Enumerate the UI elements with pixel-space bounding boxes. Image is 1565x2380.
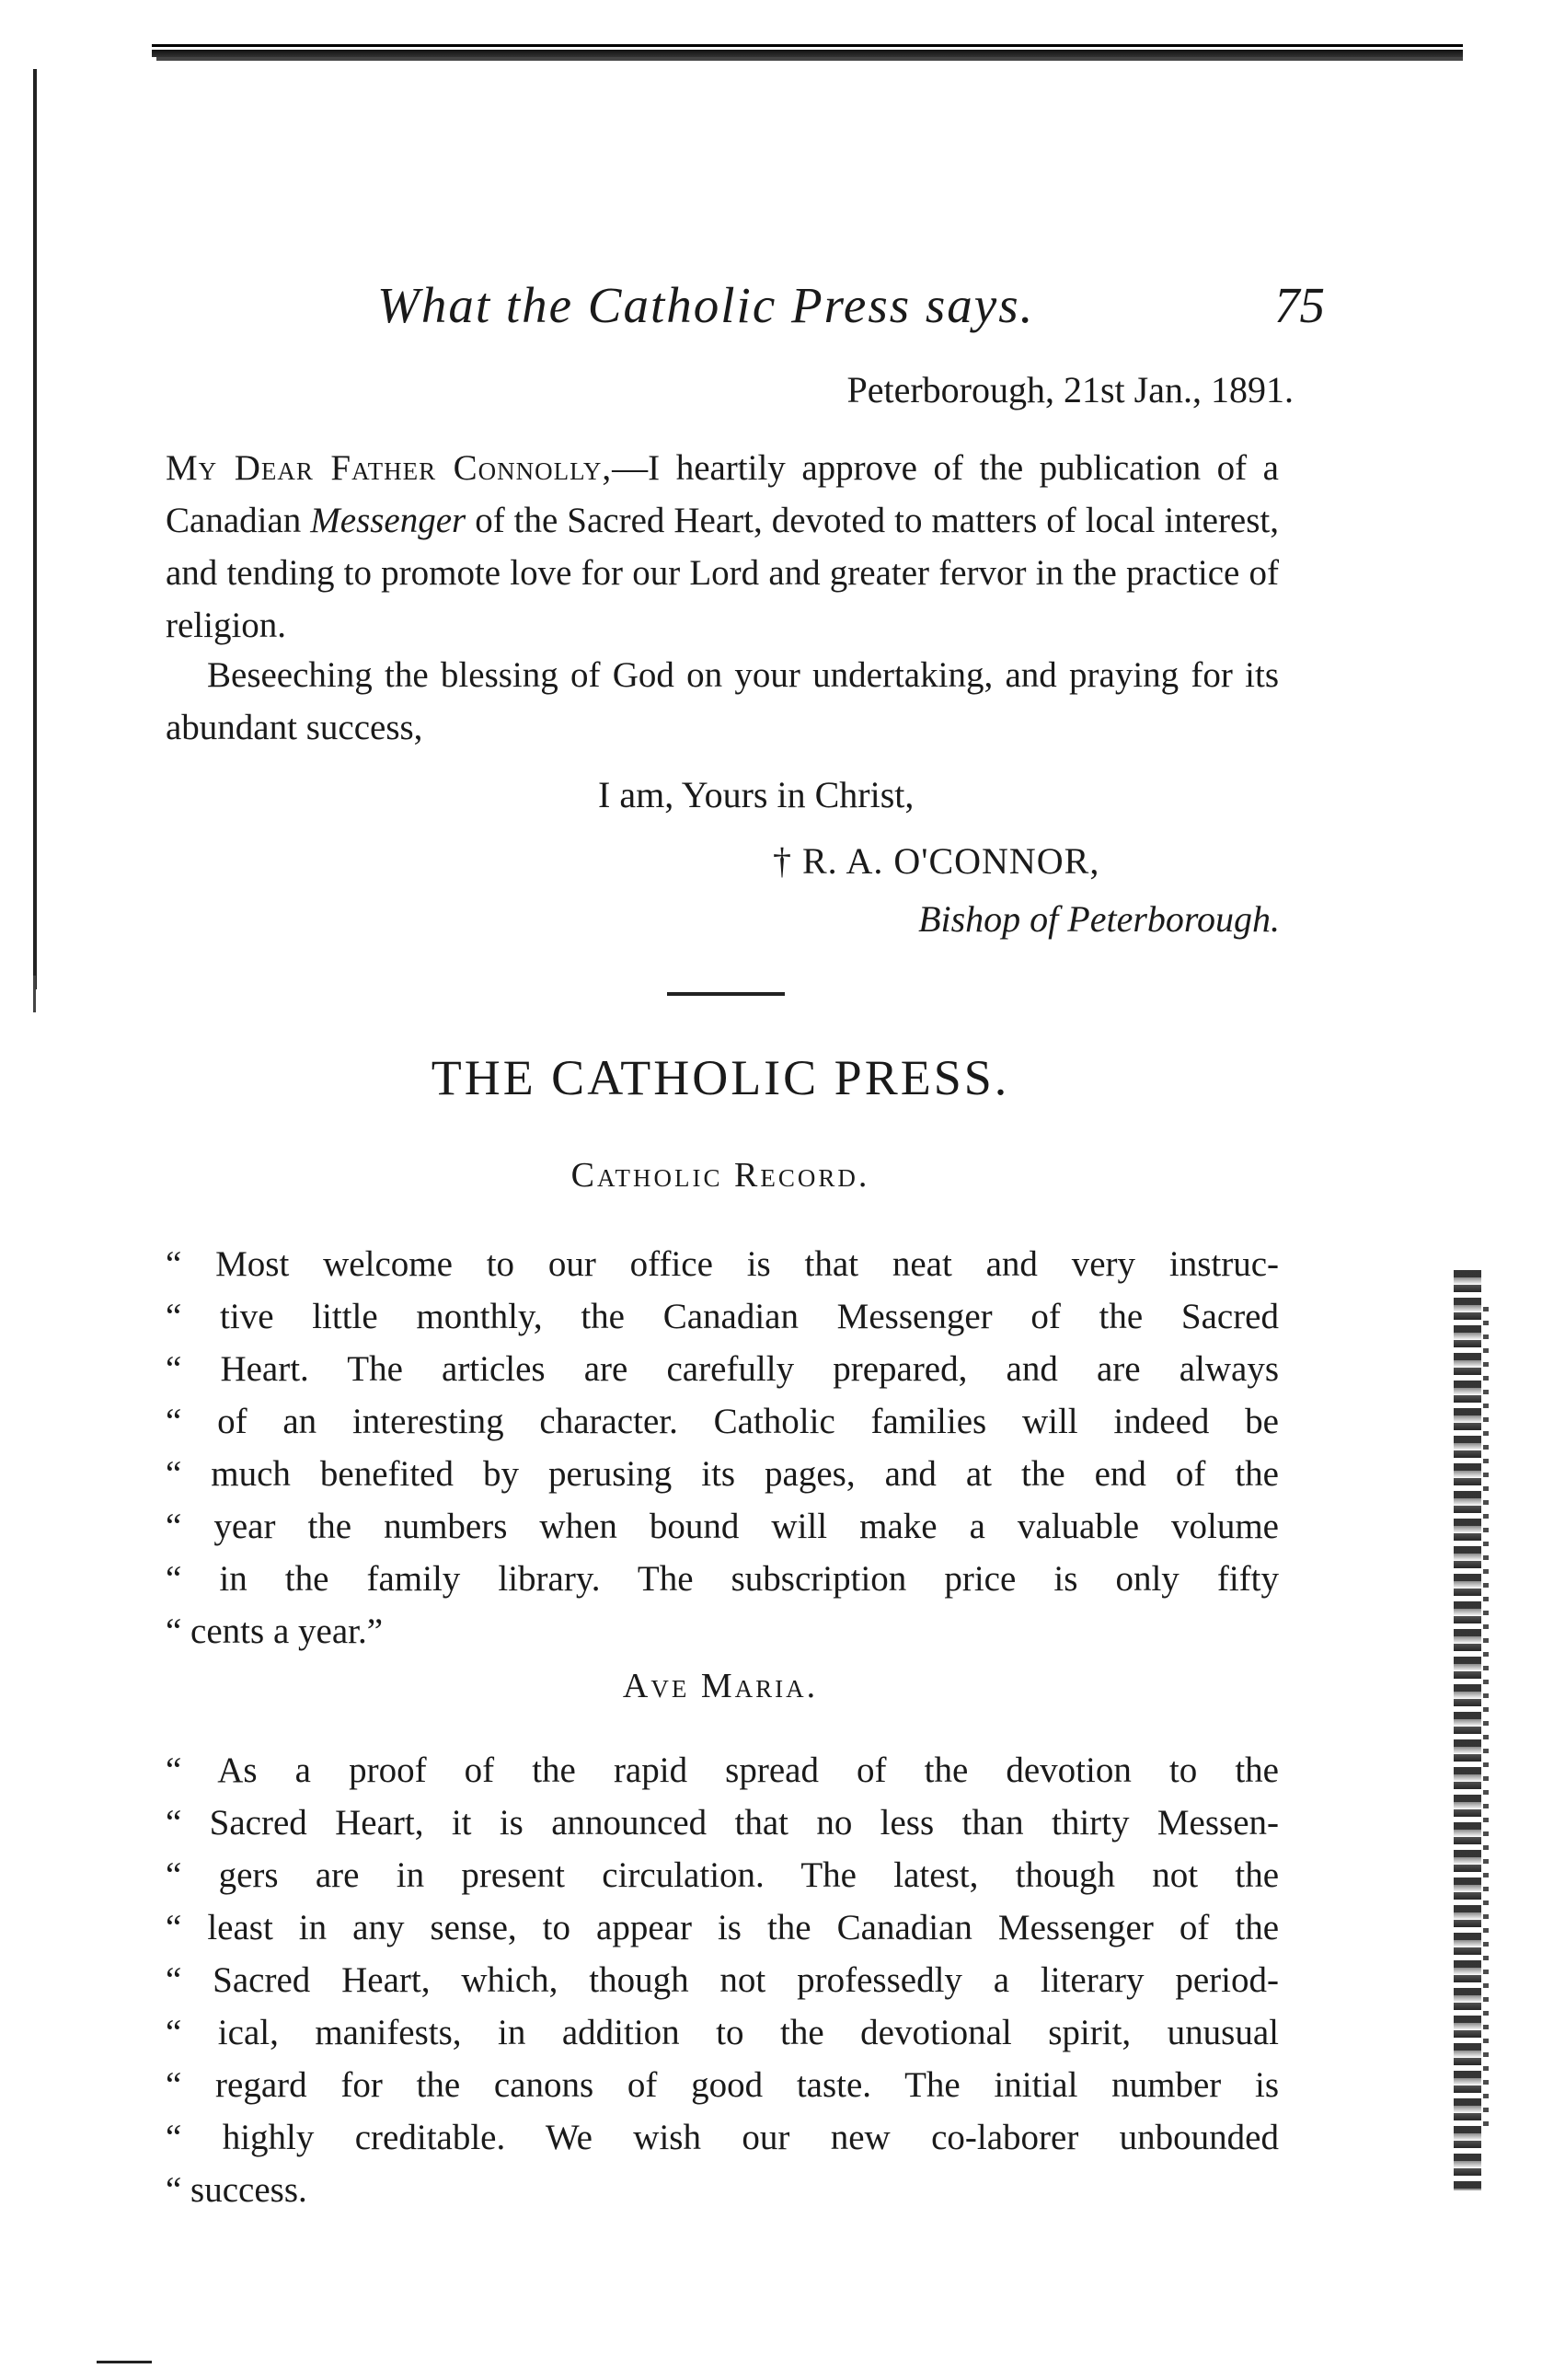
quote-line: “ year the numbers when bound will make a valuable volume <box>166 1507 1279 1546</box>
quote-block <box>166 1238 1279 1658</box>
letter-salutation: My Dear Father Connolly, <box>166 448 613 488</box>
quote-line: “ much benefited by perusing its pages, and at the end of the <box>166 1454 1279 1494</box>
quote-line: “ success. <box>166 2170 307 2210</box>
quote-line: “ cents a year.” <box>166 1612 384 1651</box>
top-scan-rule <box>152 44 1463 57</box>
quote-line: “ As a proof of the rapid spread of the devotion to the <box>166 1750 1279 1790</box>
quote-line: “ regard for the canons of good taste. The initial number is <box>166 2065 1279 2105</box>
letter-text-end: of the Sacred Heart, devoted to matters of local interest, and tending to promote love for our Lord and greater fervor in the practice of religion. <box>166 501 1280 645</box>
quote-line: “ in the family library. The subscription price is only fifty <box>166 1559 1279 1599</box>
right-scan-noise <box>1454 1270 1481 2190</box>
right-scan-noise-strip <box>1483 1307 1489 2135</box>
letter-text: —I heartily approve of the publication of a Canadian <box>166 448 1279 540</box>
quote-line: “ Most welcome to our office is that neat and very instruc- <box>166 1244 1279 1284</box>
quote-line: “ Sacred Heart, which, though not professedly a literary period- <box>166 1960 1279 2000</box>
letter-closing: I am, Yours in Christ, <box>598 774 915 815</box>
quote-line: “ highly creditable. We wish our new co-laborer unbounded <box>166 2118 1279 2157</box>
source-heading: Ave Maria. <box>622 1667 819 1705</box>
quote-line: “ least in any sense, to appear is the Canadian Messenger of the <box>166 1908 1279 1947</box>
letter-date: Peterborough, 21st Jan., 1891. <box>846 369 1294 410</box>
quote-line: “ gers are in present circulation. The latest, though not the <box>166 1855 1279 1895</box>
quote-block <box>166 1744 1279 2216</box>
messenger-title: Messenger <box>310 501 466 540</box>
letter-signer: † R. A. O'CONNOR, <box>773 840 1100 882</box>
left-scan-mark <box>33 976 36 1012</box>
quote-line: “ of an interesting character. Catholic families will indeed be <box>166 1402 1279 1441</box>
source-heading: Catholic Record. <box>570 1156 870 1195</box>
page-header <box>377 276 1325 341</box>
quote-line: “ ical, manifests, in addition to the devotional spirit, unusual <box>166 2013 1279 2052</box>
top-scan-rule-lower <box>156 57 1463 61</box>
signer-title: Bishop of Peterborough. <box>918 898 1280 940</box>
quote-line: “ Sacred Heart, it is announced that no less than thirty Messen- <box>166 1803 1279 1843</box>
quote-line: “ tive little monthly, the Canadian Messenger of the Sacred <box>166 1297 1279 1336</box>
running-title: What the Catholic Press says. <box>377 277 1035 333</box>
page-number: 75 <box>1274 277 1325 333</box>
letter-paragraph-1 <box>166 442 1279 652</box>
section-heading: THE CATHOLIC PRESS. <box>431 1050 1010 1105</box>
left-scan-edge <box>33 69 37 989</box>
section-divider <box>667 992 785 996</box>
quote-line: “ Heart. The articles are carefully prepared, and are always <box>166 1349 1279 1389</box>
bottom-scan-mark <box>97 2361 152 2363</box>
letter-paragraph-2: Beseeching the blessing of God on your undertaking, and praying for its abundant success, <box>166 655 1279 747</box>
